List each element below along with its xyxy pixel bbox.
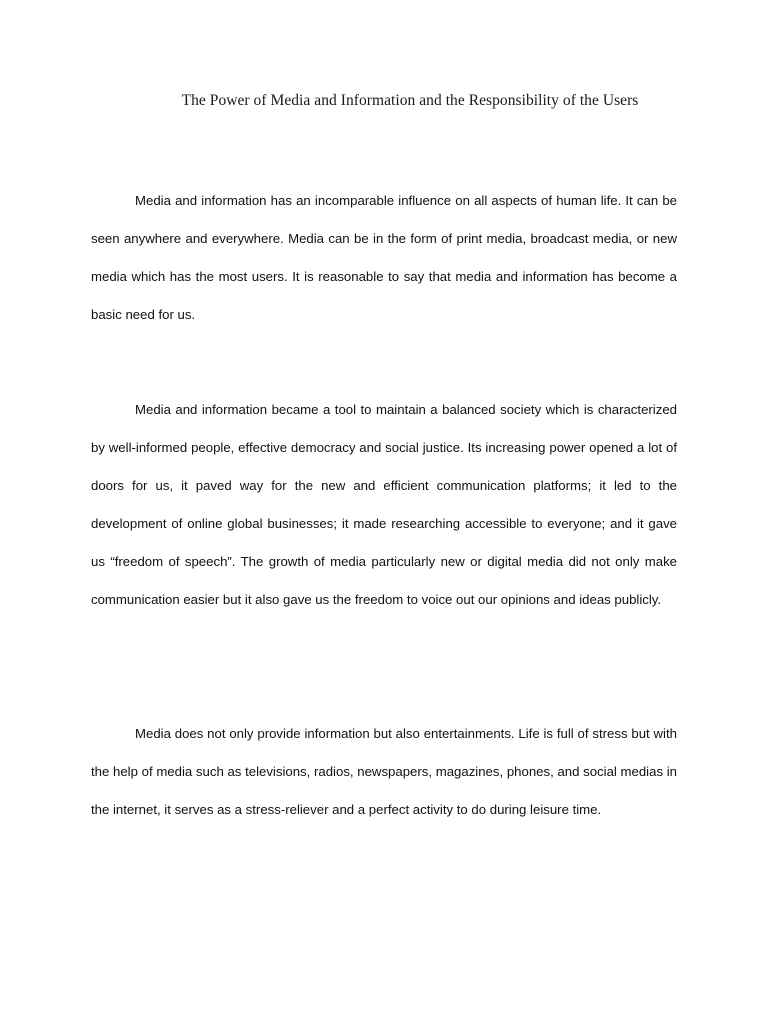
document-title: The Power of Media and Information and the Responsibility of the Users xyxy=(181,92,639,109)
paragraph-3: Media does not only provide information but also entertainments. Life is full of stress but with the help of media such as televisions, radios, newspapers, magazines, phones, and social medias in the internet, it serves as a stress-reliever and a perfect activity to do during leisure time. xyxy=(91,726,677,817)
paragraph-2: Media and information became a tool to maintain a balanced society which is characterized by well-informed people, effective democracy and social justice. Its increasing power opened a lot of doors for us, it paved way for the new and efficient communication platforms; it led to the development of online global businesses; it made researching accessible to everyone; and it gave us “freedom of speech”. The growth of media particularly new or digital media did not only make communication easier but it also gave us the freedom to voice out our opinions and ideas publicly. xyxy=(91,402,677,607)
paragraph-1: Media and information has an incomparable influence on all aspects of human life. It can be seen anywhere and everywhere. Media can be in the form of print media, broadcast media, or new media which has the most users. It is reasonable to say that media and information has become a basic need for us. xyxy=(91,193,677,322)
